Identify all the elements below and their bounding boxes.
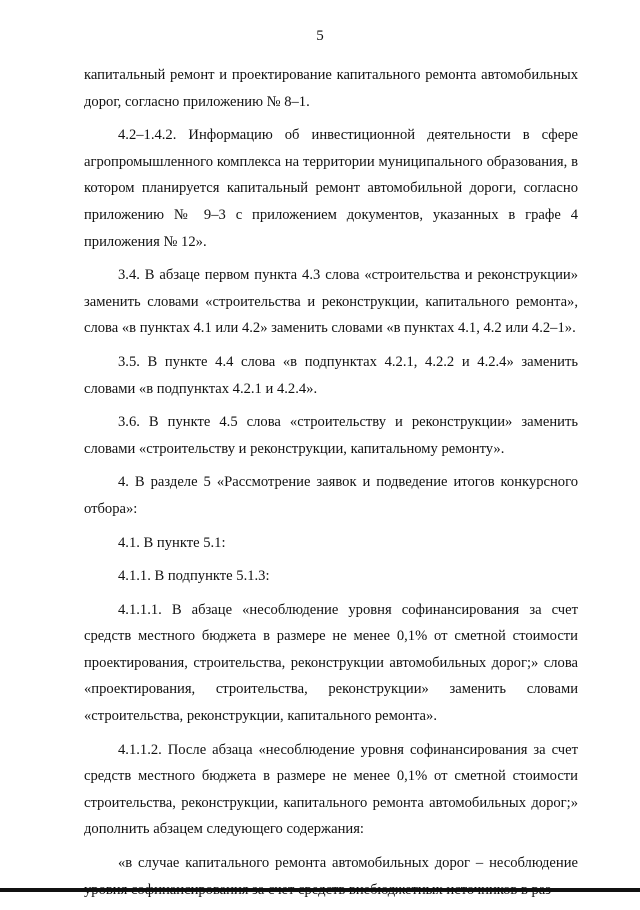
- paragraph-4-2-1-4-2: 4.2–1.4.2. Информацию об инвестиционной деятельности в сфере агропромышленного комплекса на территории муниципального образования, в котором планируется капитальный ремонт автомобильной дороги, согласно приложению № 9–3 с приложением документов, указанных в графе 4 приложения № 12».: [84, 127, 578, 250]
- paragraph-3-6: 3.6. В пункте 4.5 слова «строительству и реконструкции» заменить словами «строительству и реконструкции, капитальному ремонту».: [84, 414, 578, 457]
- paragraph-3-4: 3.4. В абзаце первом пункта 4.3 слова «строительства и реконструкции» заменить словами «строительства и реконструкции, капитального ремонта», слова «в пунктах 4.1 или 4.2» заменить словами «в пунктах 4.1, 4.2 или 4.2–1».: [84, 267, 578, 337]
- paragraph-4: 4. В разделе 5 «Рассмотрение заявок и подведение итогов конкурсного отбора»:: [84, 474, 578, 517]
- paragraph-4-1-1: 4.1.1. В подпункте 5.1.3:: [118, 568, 270, 585]
- paragraph-4-1-1-1: 4.1.1.1. В абзаце «несоблюдение уровня софинансирования за счет средств местного бюджета в размере не менее 0,1% от сметной стоимости проектирования, строительства, реконструкции автомобильных дорог;» слова «проектирования, строительства, реконструкции» заменить словами «строительства, реконструкции, капитального ремонта».: [84, 601, 578, 725]
- page-number: 5: [316, 28, 324, 44]
- paragraph-4-1-1-2: 4.1.1.2. После абзаца «несоблюдение уровня софинансирования за счет средств местного бюджета в размере не менее 0,1% от сметной стоимости строительства, реконструкции, капитального ремонта автомобильных дорог;» дополнить абзацем следующего содержания:: [84, 741, 578, 838]
- paragraph-4-1: 4.1. В пункте 5.1:: [118, 534, 226, 551]
- paragraph-quote: «в случае капитального ремонта автомобильных дорог – несоблюдение: [118, 855, 578, 872]
- bottom-edge-rule: [0, 888, 640, 892]
- document-body: [84, 62, 578, 910]
- paragraph-3-5: 3.5. В пункте 4.4 слова «в подпунктах 4.2.1, 4.2.2 и 4.2.4» заменить словами «в подпунктах 4.2.1 и 4.2.4».: [84, 353, 578, 397]
- paragraph-continuation: капитальный ремонт и проектирование капитального ремонта автомобильных дорог, согласно приложению № 8–1.: [84, 67, 578, 110]
